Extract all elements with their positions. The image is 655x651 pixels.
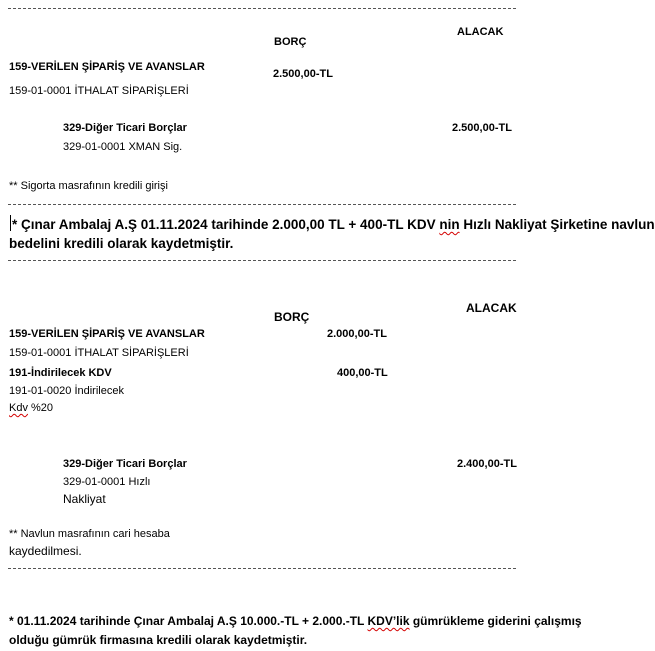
credit-amount: 2.400,00-TL	[457, 458, 517, 470]
borc-header: BORÇ	[274, 310, 310, 324]
borc-header: BORÇ	[274, 36, 307, 48]
kdv-amount: 400,00-TL	[337, 367, 388, 379]
debit-amount: 2.000,00-TL	[327, 328, 387, 340]
debit-account: 159-VERİLEN ŞİPARİŞ VE AVANSLAR	[9, 61, 205, 73]
separator-rule	[8, 260, 516, 261]
spellcheck-flagged-word[interactable]: nin	[439, 217, 460, 232]
kdv-account: 191-İndirilecek KDV	[9, 367, 112, 379]
credit-account: 329-Diğer Ticari Borçlar	[63, 122, 187, 134]
debit-amount: 2.500,00-TL	[273, 68, 333, 80]
alacak-header: ALACAK	[457, 26, 504, 38]
entry-note: kaydedilmesi.	[9, 544, 82, 558]
debit-sub-account: 159-01-0001 İTHALAT SİPARİŞLERİ	[9, 347, 189, 359]
paragraph-line	[9, 615, 582, 627]
paragraph-line	[12, 218, 655, 232]
debit-sub-account: 159-01-0001 İTHALAT SİPARİŞLERİ	[9, 85, 189, 97]
paragraph-text: gümrükleme giderini çalışmış	[409, 614, 582, 628]
paragraph-line: bedelini kredili olarak kaydetmiştir.	[9, 236, 234, 251]
spellcheck-flagged-word[interactable]: KDV’lik	[367, 614, 410, 628]
paragraph-text: Hızlı Nakliyat Şirketine navlun	[459, 217, 655, 232]
credit-amount: 2.500,00-TL	[452, 122, 512, 134]
credit-sub-account: 329-01-0001 XMAN Sig.	[63, 141, 183, 153]
separator-rule	[8, 204, 516, 205]
credit-sub-account: Nakliyat	[63, 492, 106, 506]
alacak-header: ALACAK	[466, 301, 517, 315]
kdv-sub-account	[9, 403, 53, 414]
separator-rule	[8, 8, 516, 9]
text-cursor	[10, 215, 11, 231]
debit-account: 159-VERİLEN ŞİPARİŞ VE AVANSLAR	[9, 328, 205, 340]
credit-account: 329-Diğer Ticari Borçlar	[63, 458, 187, 470]
paragraph-text: * 01.11.2024 tarihinde Çınar Ambalaj A.Ş 10.000.-TL + 2.000.-TL	[9, 614, 368, 628]
kdv-rate: %20	[27, 402, 54, 414]
kdv-sub-account: 191-01-0020 İndirilecek	[9, 385, 124, 397]
entry-note: ** Navlun masrafının cari hesaba	[9, 528, 170, 540]
paragraph-line: olduğu gümrük firmasına kredili olarak kaydetmiştir.	[9, 633, 308, 647]
paragraph-text: * Çınar Ambalaj A.Ş 01.11.2024 tarihinde 2.000,00 TL + 400-TL KDV	[12, 217, 440, 232]
separator-rule	[8, 568, 516, 569]
credit-sub-account: 329-01-0001 Hızlı	[63, 476, 151, 488]
entry-note: ** Sigorta masrafının kredili girişi	[9, 180, 168, 192]
spellcheck-flagged-word[interactable]: Kdv	[9, 402, 28, 414]
